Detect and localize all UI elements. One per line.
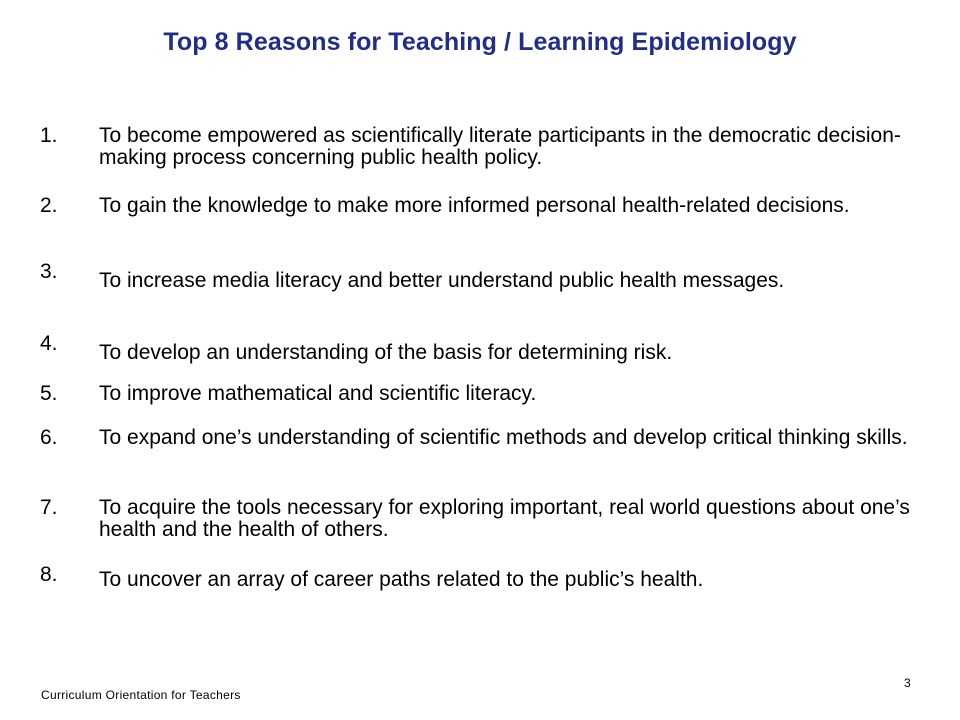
item-number: 2. <box>40 194 58 217</box>
item-text: To uncover an array of career paths related to the public’s health. <box>99 568 704 591</box>
item-number: 3. <box>40 260 58 283</box>
item-number: 4. <box>40 332 58 355</box>
item-text: To improve mathematical and scientific literacy. <box>99 382 537 405</box>
item-text: To expand one’s understanding of scientific methods and develop critical thinking skills. <box>99 426 908 449</box>
item-text: To acquire the tools necessary for exploring important, real world questions about one’s health and the health of others. <box>99 496 910 541</box>
item-number: 1. <box>40 124 58 147</box>
item-number: 6. <box>40 426 58 449</box>
item-number: 7. <box>40 496 58 519</box>
item-text: To develop an understanding of the basis for determining risk. <box>99 341 673 364</box>
item-number: 5. <box>40 382 58 405</box>
page-number: 3 <box>904 676 911 690</box>
item-text: To become empowered as scientifically literate participants in the democratic decision-making process concerning public health policy. <box>99 124 901 169</box>
item-text: To gain the knowledge to make more informed personal health-related decisions. <box>99 194 850 217</box>
slide-title: Top 8 Reasons for Teaching / Learning Epidemiology <box>163 28 797 56</box>
item-text: To increase media literacy and better understand public health messages. <box>99 269 785 292</box>
item-number: 8. <box>40 563 58 586</box>
footer-text: Curriculum Orientation for Teachers <box>41 688 241 702</box>
